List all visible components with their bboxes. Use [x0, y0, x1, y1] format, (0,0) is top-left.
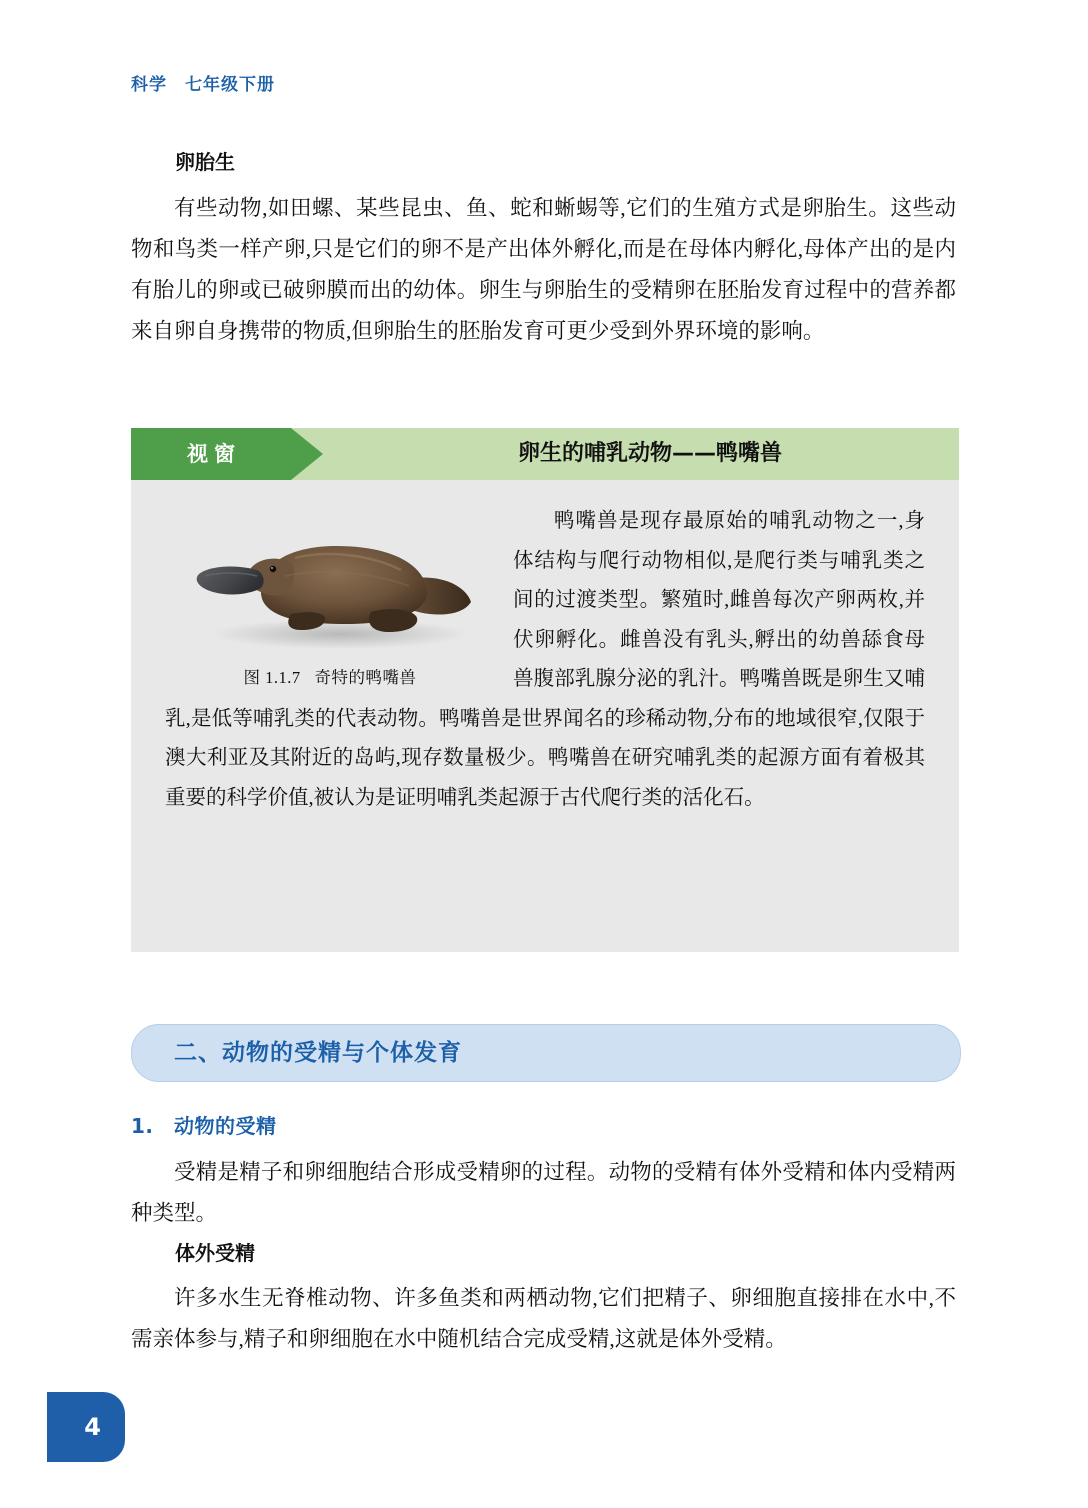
- window-callout-header: [131, 428, 959, 480]
- window-callout-title: 卵生的哺乳动物——鸭嘴兽: [517, 441, 782, 466]
- window-callout-body: [131, 480, 959, 818]
- page-number: 4: [84, 1413, 101, 1441]
- figure-caption: [165, 664, 495, 688]
- paragraph-luantaisheng: 有些动物,如田螺、某些昆虫、鱼、蛇和蜥蜴等,它们的生殖方式是卵胎生。这些动物和鸟类一样产卵,只是它们的卵不是产出体外孵化,而是在母体内孵化,母体产出的是内有胎儿的卵或已破卵膜而出的幼体。卵生与卵胎生的受精卵在胚胎发育过程中的营养都来自卵自身携带的物质,但卵胎生的胚胎发育可更少受到外界环境的影响。: [131, 196, 956, 343]
- paragraph-external-fertilization: 许多水生无脊椎动物、许多鱼类和两栖动物,它们把精子、卵细胞直接排在水中,不需亲体参与,精子和卵细胞在水中随机结合完成受精,这就是体外受精。: [131, 1286, 956, 1351]
- window-tab-label: 视窗: [187, 442, 241, 466]
- heading-luantaisheng: 卵胎生: [175, 150, 235, 174]
- figure-number: 图 1.1.7: [243, 668, 301, 687]
- figure-platypus: [165, 506, 495, 688]
- paragraph-fertilization: 受精是精子和卵细胞结合形成受精卵的过程。动物的受精有体外受精和体内受精两种类型。: [131, 1160, 956, 1225]
- running-head: 科学 七年级下册: [131, 75, 275, 95]
- platypus-illustration: [165, 506, 495, 656]
- section-heading-text: 二、动物的受精与个体发育: [174, 1040, 462, 1066]
- section-heading-pill: [131, 1024, 961, 1082]
- window-tab-arrow-icon: [291, 428, 323, 480]
- window-callout-box: [131, 428, 959, 952]
- subsection-heading-1: 1. 动物的受精: [131, 1114, 277, 1138]
- figure-caption-text: 奇特的鸭嘴兽: [314, 668, 417, 687]
- heading-external-fertilization: 体外受精: [175, 1241, 255, 1265]
- page-number-tab: [47, 1392, 125, 1462]
- window-callout-text: 鸭嘴兽是现存最原始的哺乳动物之一,身体结构与爬行动物相似,是爬行类与哺乳类之间的过渡类型。繁殖时,雌兽每次产卵两枚,并伏卵孵化。雌兽没有乳头,孵出的幼兽舔食母兽腹部乳腺分泌的乳汁。鸭嘴兽既是卵生又哺乳,是低等哺乳类的代表动物。鸭嘴兽是世界闻名的珍稀动物,分布的地域很窄,仅限于澳大利亚及其附近的岛屿,现存数量极少。鸭嘴兽在研究哺乳类的起源方面有着极其重要的科学价值,被认为是证明哺乳类起源于古代爬行类的活化石。: [165, 510, 925, 809]
